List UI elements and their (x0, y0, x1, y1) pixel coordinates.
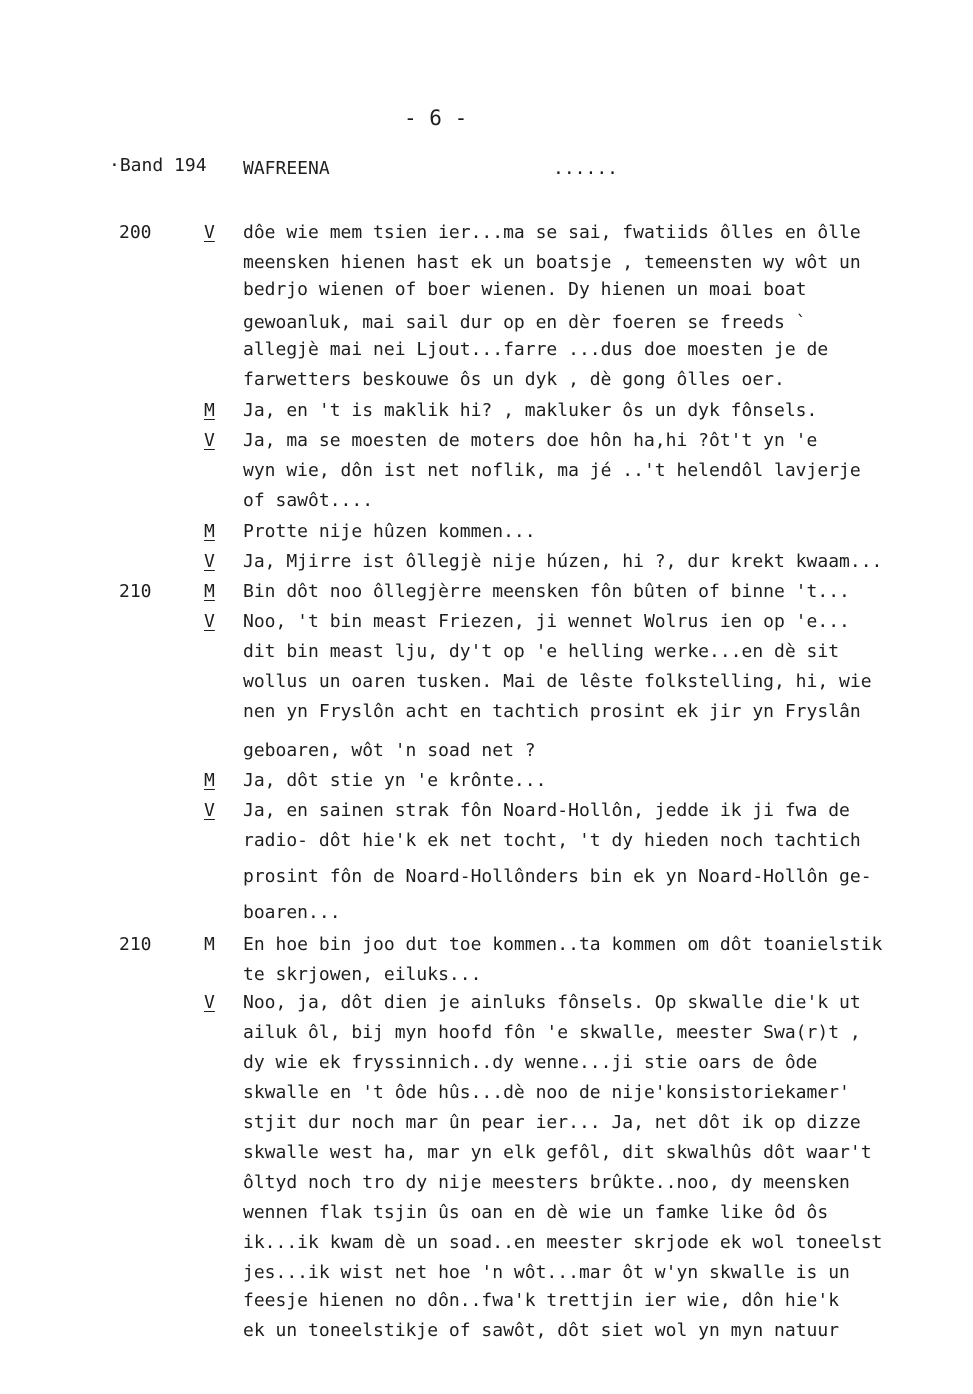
transcript-line: Ja, en sainen strak fôn Noard-Hollôn, jedde ik ji fwa de (243, 800, 850, 821)
transcript-line: bedrjo wienen of boer wienen. Dy hienen un moai boat (243, 279, 807, 300)
speaker-label: M (204, 521, 215, 542)
speaker-label: V (204, 992, 215, 1013)
transcript-line: ek un toneelstikje of sawôt, dôt siet wol yn myn natuur (243, 1320, 840, 1341)
speaker-label: M (204, 770, 215, 791)
transcript-line: Noo, ja, dôt dien je ainluks fônsels. Op skwalle die'k ut (243, 992, 861, 1013)
speaker-label: V (204, 430, 215, 451)
transcript-line: skwalle west ha, mar yn elk gefôl, dit skwalhûs dôt waar't (243, 1142, 872, 1163)
speaker-label: M (204, 400, 215, 421)
transcript-line: Ja, Mjirre ist ôllegjè nije húzen, hi ?, dur krekt kwaam... (243, 551, 883, 572)
transcript-line: ailuk ôl, bij myn hoofd fôn 'e skwalle, meester Swa(r)t , (243, 1022, 861, 1043)
transcript-line: wollus un oaren tusken. Mai de lêste folkstelling, hi, wie (243, 671, 872, 692)
transcript-line: radio- dôt hie'k ek net tocht, 't dy hieden noch tachtich (243, 830, 861, 851)
transcript-line: geboaren, wôt 'n soad net ? (243, 740, 536, 761)
transcript-line: dit bin meast lju, dy't op 'e helling werke...en dè sit (243, 641, 840, 662)
transcript-line: Protte nije hûzen kommen... (243, 521, 536, 542)
transcript-line: of sawôt.... (243, 490, 374, 511)
header-dots: ...... (553, 158, 619, 179)
transcript-line: Ja, ma se moesten de moters doe hôn ha,hi ?ôt't yn 'e (243, 430, 818, 451)
transcript-line: wennen flak tsjin ûs oan en dè wie un famke like ôd ôs (243, 1202, 829, 1223)
transcript-line: Noo, 't bin meast Friezen, ji wennet Wolrus ien op 'e... (243, 611, 850, 632)
transcript-line: feesje hienen no dôn..fwa'k trettjin ier wie, dôn hie'k (243, 1290, 840, 1311)
transcript-line: boaren... (243, 902, 341, 923)
transcript-line: skwalle en 't ôde hûs...dè noo de nije'konsistoriekamer' (243, 1082, 850, 1103)
transcript-line: En hoe bin joo dut toe kommen..ta kommen om dôt toanielstik (243, 934, 883, 955)
transcript-line: stjit dur noch mar ûn pear ier... Ja, net dôt ik op dizze (243, 1112, 861, 1133)
line-number: 210 (119, 934, 152, 955)
line-number: 210 (119, 581, 152, 602)
transcript-line: Ja, dôt stie yn 'e krônte... (243, 770, 547, 791)
transcript-line: meensken hienen hast ek un boatsje , temeensten wy wôt un (243, 252, 861, 273)
page-number: - 6 - (404, 106, 468, 130)
transcript-line: dôe wie mem tsien ier...ma se sai, fwatiids ôlles en ôlle (243, 222, 861, 243)
speaker-label: M (204, 934, 215, 955)
band-label: ·Band 194 (109, 155, 207, 176)
speaker-label: V (204, 800, 215, 821)
transcript-line: farwetters beskouwe ôs un dyk , dè gong ôlles oer. (243, 369, 785, 390)
transcript-line: te skrjowen, eiluks... (243, 964, 482, 985)
transcript-line: Ja, en 't is maklik hi? , makluker ôs un dyk fônsels. (243, 400, 818, 421)
speaker-label: V (204, 222, 215, 243)
transcript-line: wyn wie, dôn ist net noflik, ma jé ..'t helendôl lavjerje (243, 460, 861, 481)
transcript-line: dy wie ek fryssinnich..dy wenne...ji stie oars de ôde (243, 1052, 818, 1073)
line-number: 200 (119, 222, 152, 243)
transcript-line: ik...ik kwam dè un soad..en meester skrjode ek wol toneelst (243, 1232, 883, 1253)
transcript-line: gewoanluk, mai sail dur op en dèr foeren se freeds ` (243, 312, 807, 333)
transcript-line: ôltyd noch tro dy nije meesters brûkte..noo, dy meensken (243, 1172, 850, 1193)
speaker-label: M (204, 581, 215, 602)
transcript-line: nen yn Fryslôn acht en tachtich prosint ek jir yn Fryslân (243, 701, 861, 722)
transcript-line: Bin dôt noo ôllegjèrre meensken fôn bûten of binne 't... (243, 581, 850, 602)
speaker-label: V (204, 611, 215, 632)
speaker-label: V (204, 551, 215, 572)
transcript-line: allegjè mai nei Ljout...farre ...dus doe moesten je de (243, 339, 829, 360)
transcript-line: prosint fôn de Noard-Hollônders bin ek yn Noard-Hollôn ge- (243, 866, 872, 887)
document-title: WAFREENA (243, 158, 330, 179)
transcript-line: jes...ik wist net hoe 'n wôt...mar ôt w'yn skwalle is un (243, 1262, 850, 1283)
